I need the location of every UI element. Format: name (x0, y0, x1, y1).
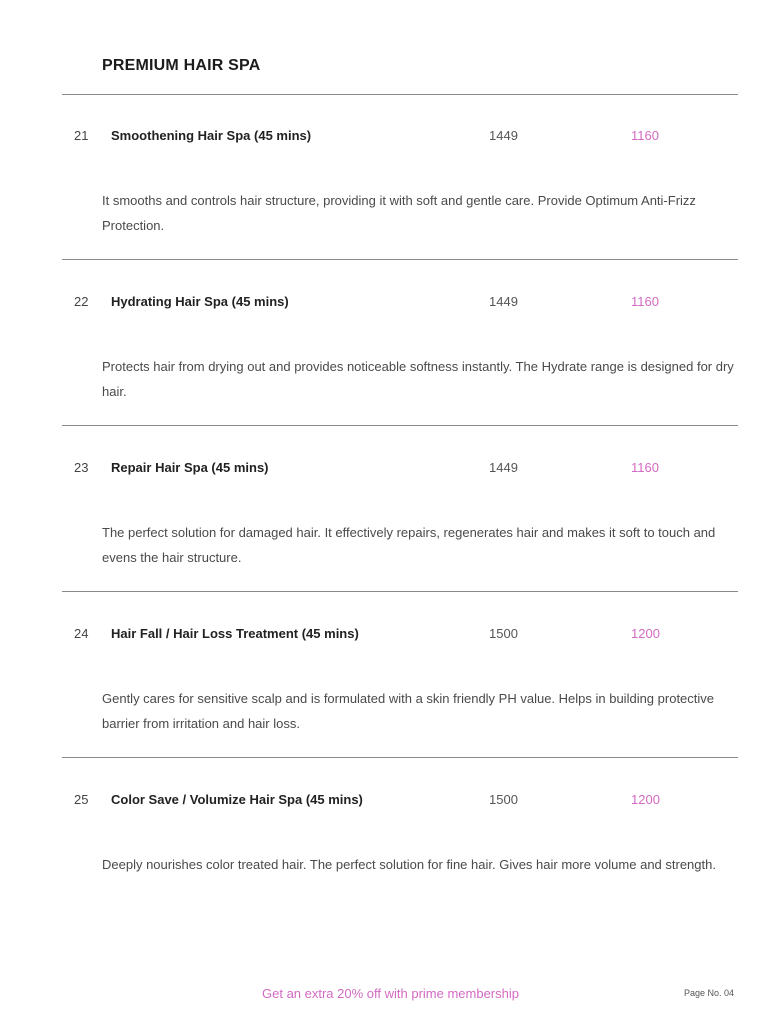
service-description: Gently cares for sensitive scalp and is formulated with a skin friendly PH value. Helps in building protective barrier from irritation and hair loss. (102, 691, 715, 731)
service-name: Color Save / Volumize Hair Spa (45 mins) (111, 792, 363, 807)
service-item (0, 128, 778, 278)
service-name: Hair Fall / Hair Loss Treatment (45 mins) (111, 626, 359, 641)
service-item (0, 294, 778, 444)
service-price: 1449 (489, 128, 518, 143)
section-title: PREMIUM HAIR SPA (102, 57, 261, 74)
service-description: Protects hair from drying out and provides noticeable softness instantly. The Hydrate range is designed for dry hair. (102, 359, 734, 399)
service-member-price: 1160 (631, 460, 659, 475)
service-item (0, 792, 778, 942)
divider (62, 425, 738, 426)
service-number: 25 (74, 792, 89, 807)
service-number: 21 (74, 128, 89, 143)
service-item (0, 626, 778, 776)
service-item (0, 460, 778, 610)
service-name: Hydrating Hair Spa (45 mins) (111, 294, 289, 309)
divider (62, 757, 738, 758)
service-name: Smoothening Hair Spa (45 mins) (111, 128, 312, 143)
service-description: It smooths and controls hair structure, providing it with soft and gentle care. Provide Optimum Anti-Frizz Protection. (102, 193, 696, 233)
service-member-price: 1160 (631, 128, 659, 143)
service-price: 1449 (489, 460, 518, 475)
service-name: Repair Hair Spa (45 mins) (111, 460, 269, 475)
service-member-price: 1200 (631, 626, 660, 641)
service-description: The perfect solution for damaged hair. It effectively repairs, regenerates hair and makes it soft to touch and evens the hair structure. (102, 525, 716, 565)
divider (62, 259, 738, 260)
service-price: 1449 (489, 294, 518, 309)
service-member-price: 1200 (631, 792, 660, 807)
service-price: 1500 (489, 792, 518, 807)
service-number: 24 (74, 626, 89, 641)
divider (62, 591, 738, 592)
service-number: 23 (74, 460, 89, 475)
divider (62, 94, 738, 95)
membership-promo: Get an extra 20% off with prime membership (262, 986, 519, 1001)
service-member-price: 1160 (631, 294, 659, 309)
service-description: Deeply nourishes color treated hair. The perfect solution for fine hair. Gives hair more volume and strength. (102, 857, 716, 872)
page-number: Page No. 04 (684, 988, 735, 998)
service-number: 22 (74, 294, 89, 309)
service-price: 1500 (489, 626, 518, 641)
